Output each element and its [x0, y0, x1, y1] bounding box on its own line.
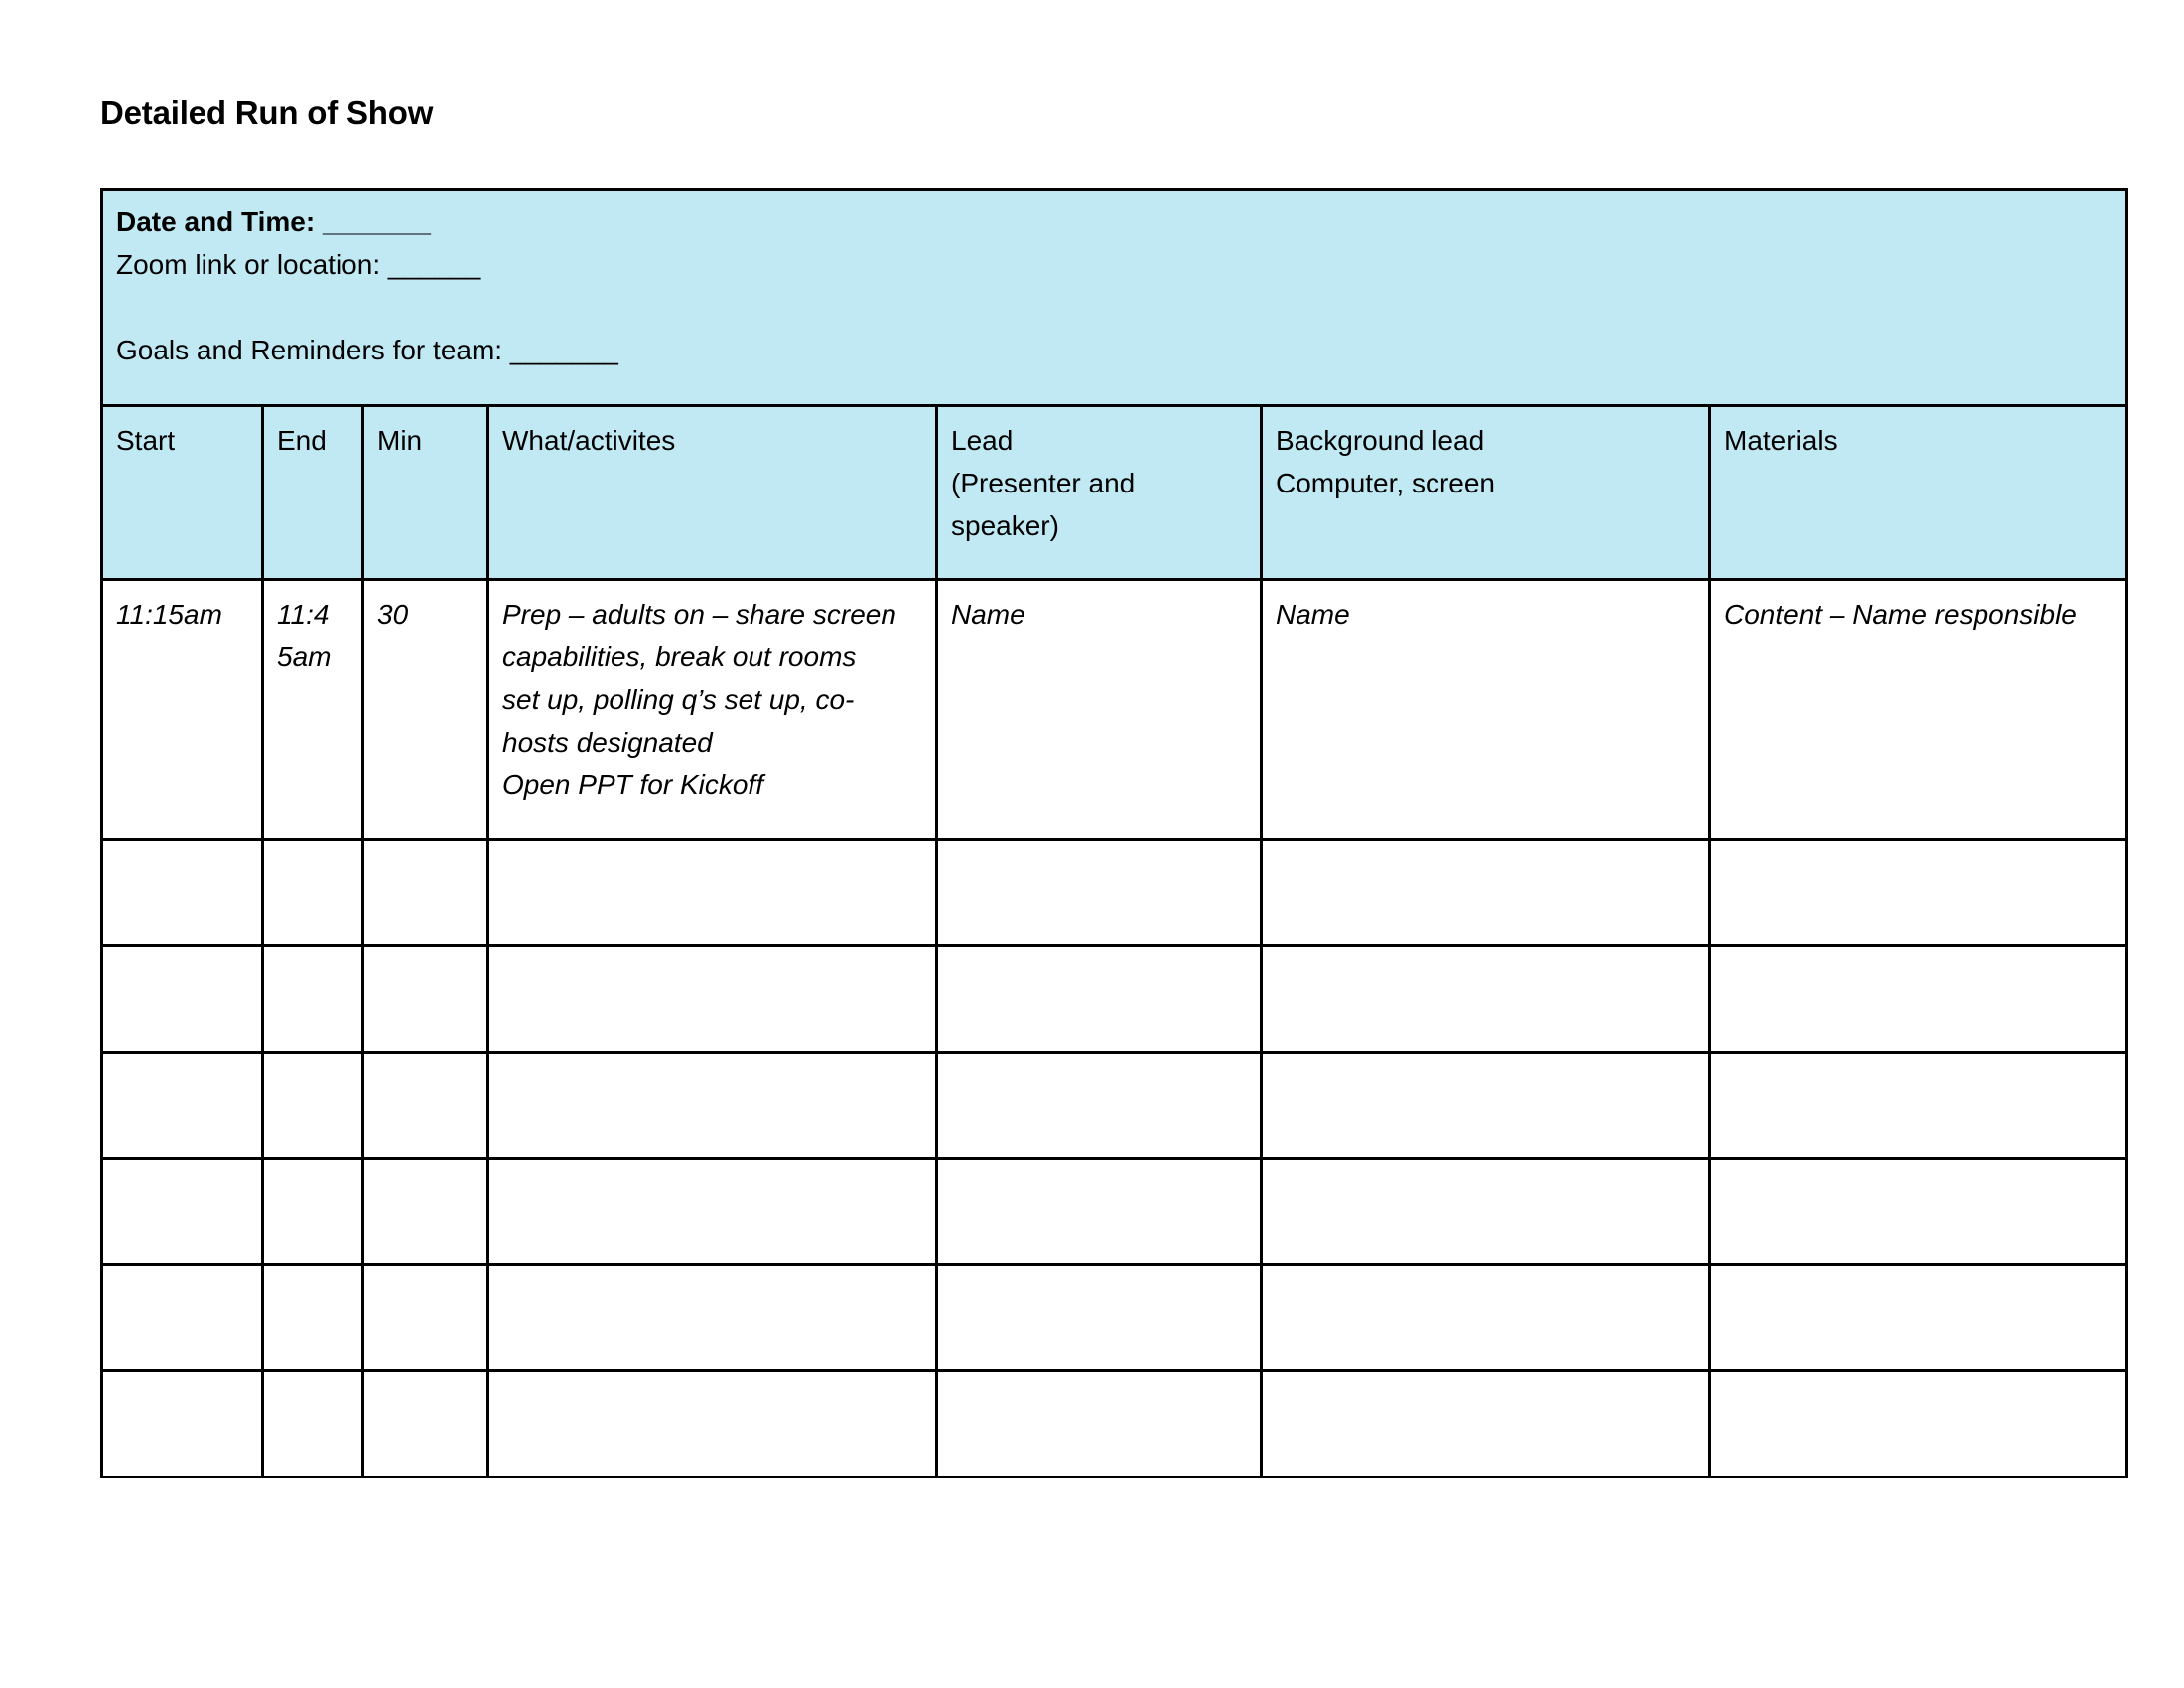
date-time-field[interactable]: Date and Time: _______ — [116, 207, 431, 237]
cell-start[interactable] — [102, 1371, 263, 1477]
location-field[interactable]: Zoom link or location: ______ — [116, 249, 481, 280]
cell-lead[interactable] — [937, 840, 1262, 946]
table-row — [102, 946, 2127, 1053]
cell-min[interactable] — [363, 1371, 488, 1477]
cell-min[interactable] — [363, 840, 488, 946]
header-lead: Lead (Presenter and speaker) — [937, 406, 1262, 580]
cell-start[interactable] — [102, 1265, 263, 1371]
cell-min[interactable] — [363, 1053, 488, 1159]
cell-background-lead[interactable]: Name — [1262, 580, 1710, 840]
cell-background-lead[interactable] — [1262, 840, 1710, 946]
header-materials: Materials — [1710, 406, 2127, 580]
cell-lead[interactable] — [937, 1053, 1262, 1159]
blank-line — [116, 286, 2113, 329]
cell-lead[interactable] — [937, 1159, 1262, 1265]
goals-field[interactable]: Goals and Reminders for team: _______ — [116, 335, 618, 365]
cell-start[interactable] — [102, 946, 263, 1053]
header-start: Start — [102, 406, 263, 580]
cell-lead[interactable] — [937, 946, 1262, 1053]
cell-min[interactable]: 30 — [363, 580, 488, 840]
cell-materials[interactable] — [1710, 1265, 2127, 1371]
cell-lead[interactable] — [937, 1265, 1262, 1371]
cell-background-lead[interactable] — [1262, 1159, 1710, 1265]
cell-end[interactable] — [263, 840, 363, 946]
cell-end[interactable] — [263, 1265, 363, 1371]
cell-lead[interactable]: Name — [937, 580, 1262, 840]
event-info-cell[interactable] — [102, 190, 2127, 406]
cell-end[interactable] — [263, 1053, 363, 1159]
cell-materials[interactable] — [1710, 1053, 2127, 1159]
cell-background-lead[interactable] — [1262, 1371, 1710, 1477]
cell-min[interactable] — [363, 1265, 488, 1371]
cell-min[interactable] — [363, 946, 488, 1053]
cell-what[interactable] — [488, 1265, 937, 1371]
cell-what[interactable] — [488, 1159, 937, 1265]
cell-materials[interactable] — [1710, 840, 2127, 946]
table-row — [102, 580, 2127, 840]
cell-start[interactable] — [102, 1159, 263, 1265]
header-min: Min — [363, 406, 488, 580]
page-title: Detailed Run of Show — [100, 94, 434, 131]
cell-background-lead[interactable] — [1262, 1053, 1710, 1159]
table-row — [102, 840, 2127, 946]
run-of-show-table — [100, 188, 2128, 1478]
cell-materials[interactable] — [1710, 1371, 2127, 1477]
cell-end[interactable] — [263, 946, 363, 1053]
cell-materials[interactable] — [1710, 1159, 2127, 1265]
cell-background-lead[interactable] — [1262, 1265, 1710, 1371]
cell-what[interactable] — [488, 1053, 937, 1159]
column-header-row — [102, 406, 2127, 580]
table-row — [102, 1265, 2127, 1371]
header-end: End — [263, 406, 363, 580]
event-info-row — [102, 190, 2127, 406]
table-row — [102, 1053, 2127, 1159]
cell-background-lead[interactable] — [1262, 946, 1710, 1053]
table-row — [102, 1371, 2127, 1477]
cell-end[interactable] — [263, 1159, 363, 1265]
table-row — [102, 1159, 2127, 1265]
cell-what[interactable] — [488, 840, 937, 946]
header-background-lead: Background lead Computer, screen — [1262, 406, 1710, 580]
cell-what[interactable] — [488, 946, 937, 1053]
cell-end[interactable] — [263, 1371, 363, 1477]
cell-start[interactable]: 11:15am — [102, 580, 263, 840]
cell-what[interactable]: Prep – adults on – share screen capabilities, break out rooms set up, polling q’s set up, co- hosts designated Open PPT for Kickoff — [488, 580, 937, 840]
header-what: What/activites — [488, 406, 937, 580]
cell-lead[interactable] — [937, 1371, 1262, 1477]
cell-min[interactable] — [363, 1159, 488, 1265]
cell-materials[interactable] — [1710, 946, 2127, 1053]
cell-end[interactable]: 11:4 5am — [263, 580, 363, 840]
cell-materials[interactable]: Content – Name responsible — [1710, 580, 2127, 840]
cell-start[interactable] — [102, 840, 263, 946]
cell-what[interactable] — [488, 1371, 937, 1477]
cell-start[interactable] — [102, 1053, 263, 1159]
